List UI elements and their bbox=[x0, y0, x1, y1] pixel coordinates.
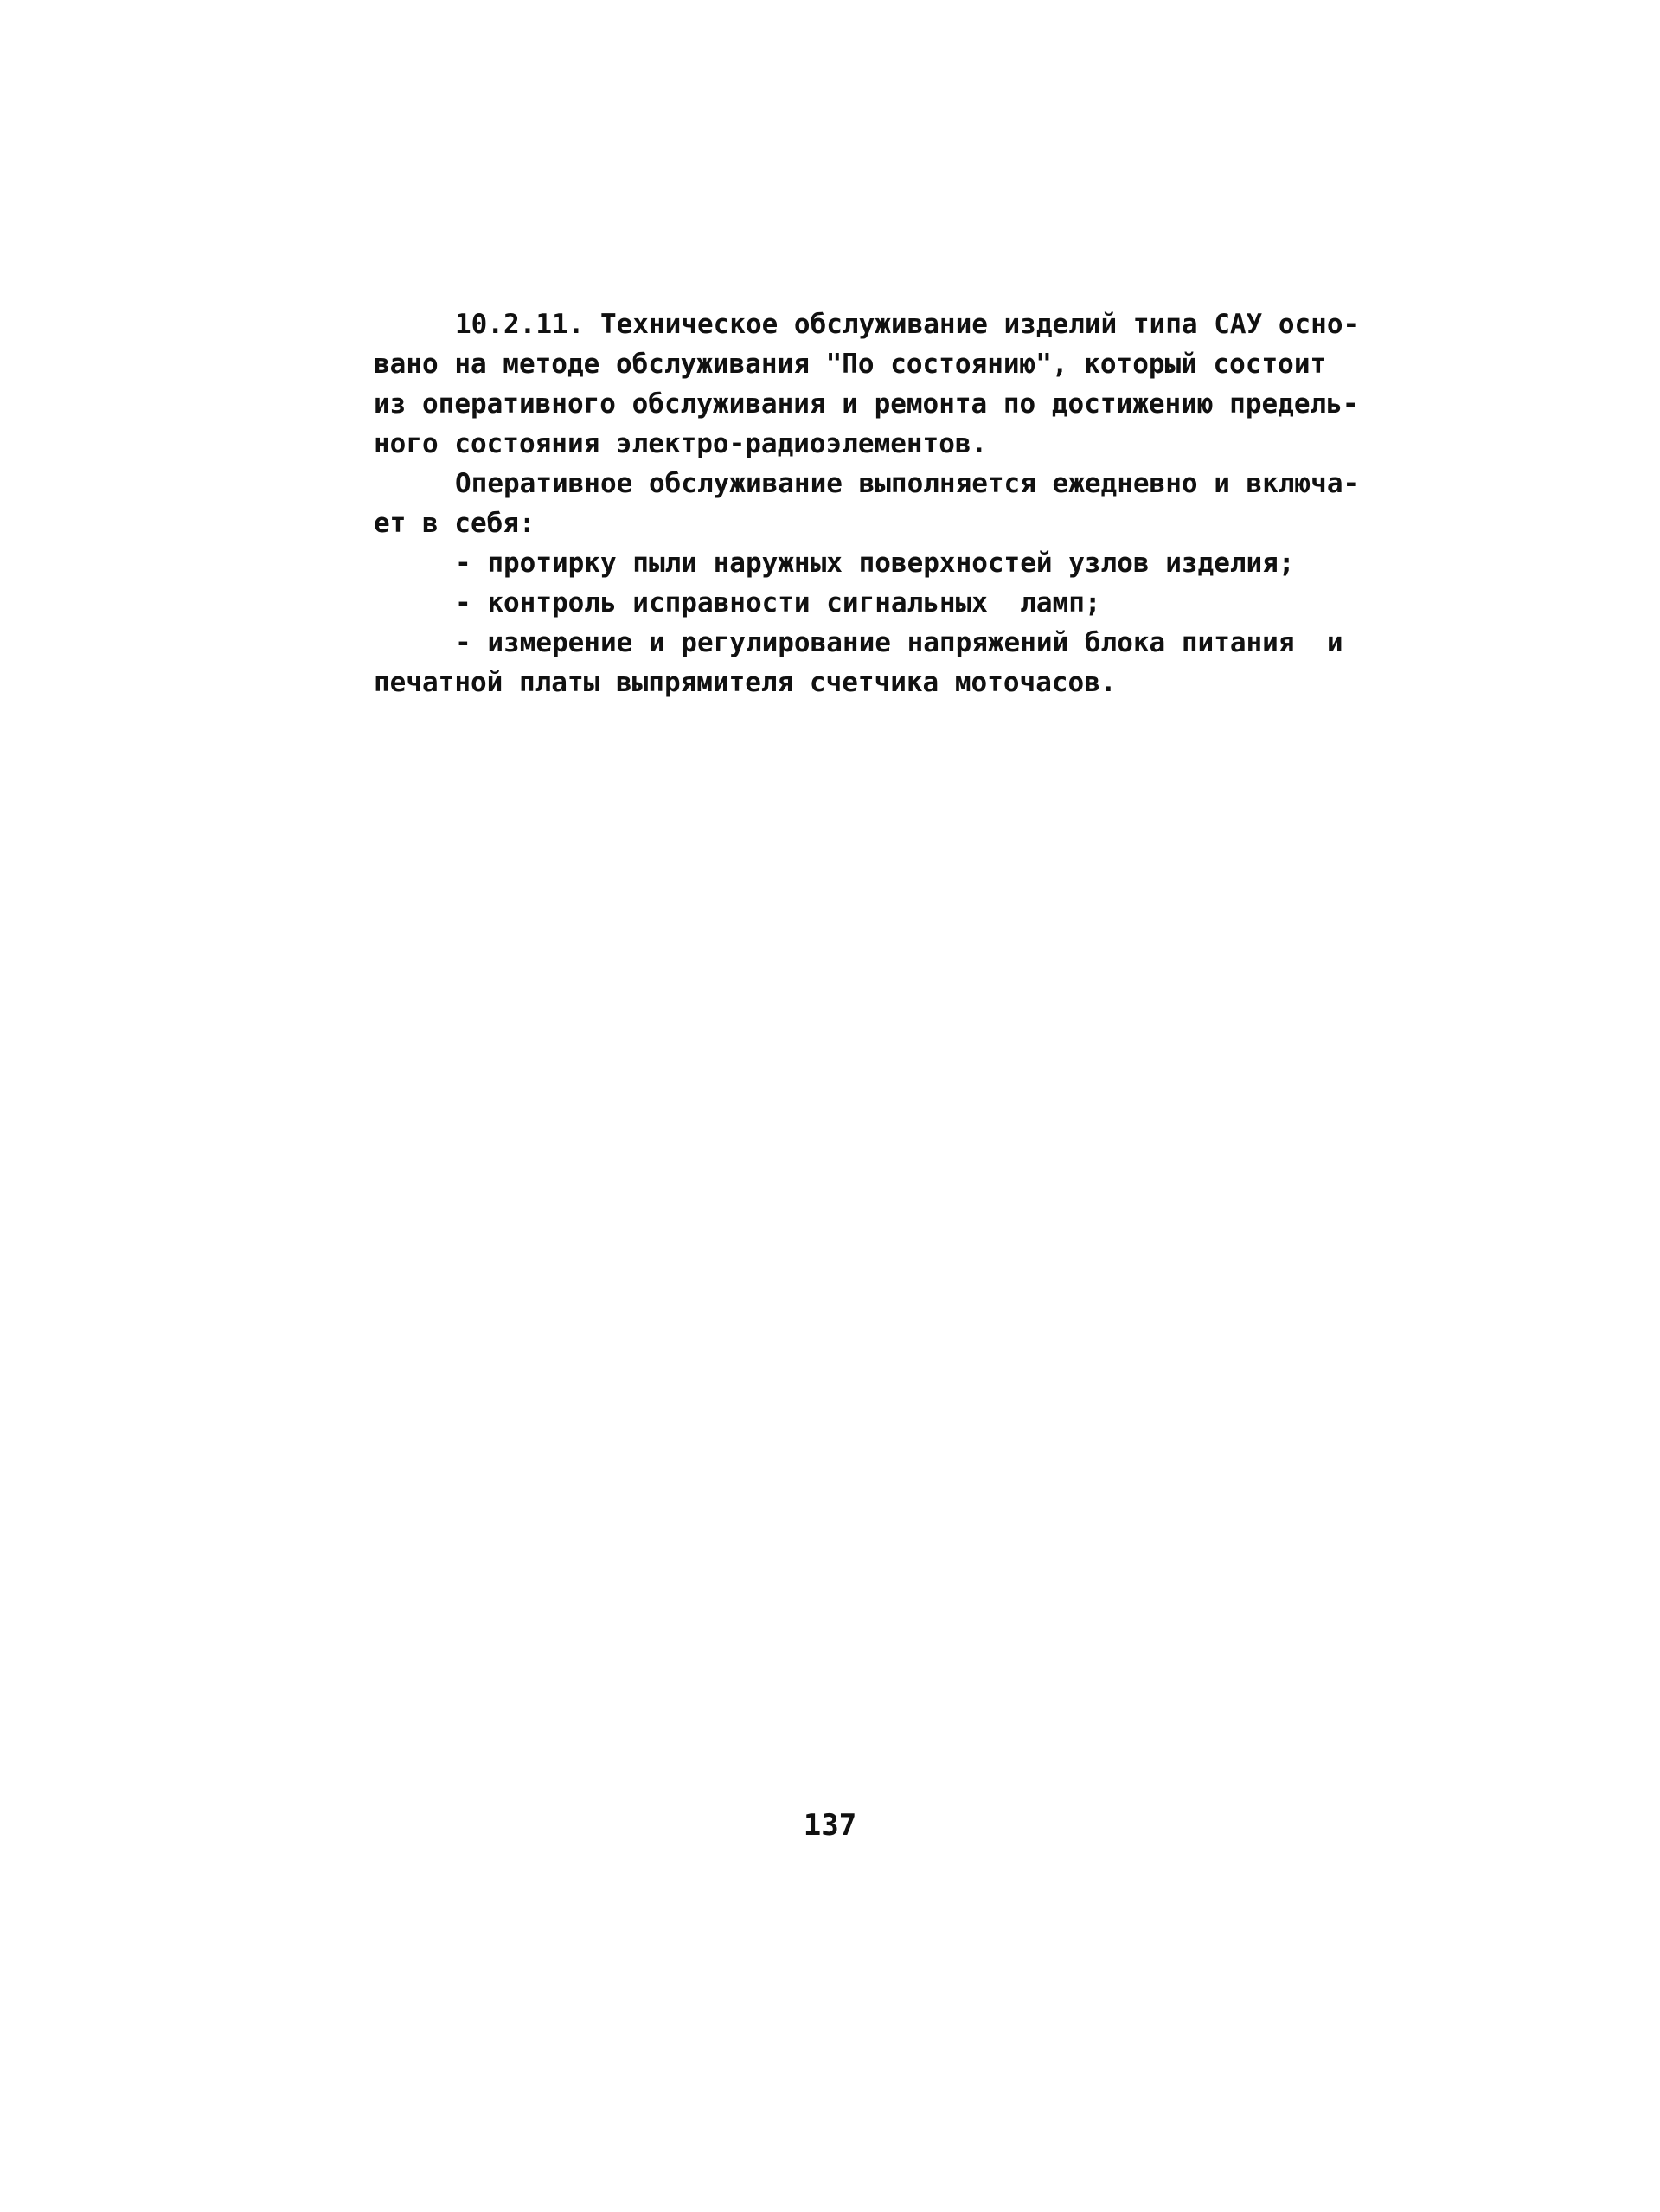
list-item-3-line-1: - измерение и регулирование напряжений блока питания и bbox=[455, 627, 1343, 658]
list-item-2: - контроль исправности сигнальных ламп; bbox=[455, 587, 1101, 619]
paragraph-2-line-2: ет в себя: bbox=[374, 508, 535, 539]
body-text bbox=[374, 305, 1360, 702]
paragraph-1-line-1: 10.2.11. Техническое обслуживание изделий типа САУ осно- bbox=[455, 309, 1360, 340]
page-number: 137 bbox=[803, 1808, 857, 1843]
paragraph-2-line-1: Оперативное обслуживание выполняется ежедневно и включа- bbox=[455, 468, 1360, 499]
paragraph-1-line-2: вано на методе обслуживания "По состоянию", который состоит bbox=[374, 349, 1327, 380]
list-item-1: - протирку пыли наружных поверхностей узлов изделия; bbox=[455, 548, 1295, 579]
paragraph-1-line-4: ного состояния электро-радиоэлементов. bbox=[374, 428, 988, 459]
paragraph-1-line-3: из оперативного обслуживания и ремонта по достижению предель- bbox=[374, 388, 1359, 420]
list-item-3-line-2: печатной платы выпрямителя счетчика моточасов. bbox=[374, 667, 1117, 698]
